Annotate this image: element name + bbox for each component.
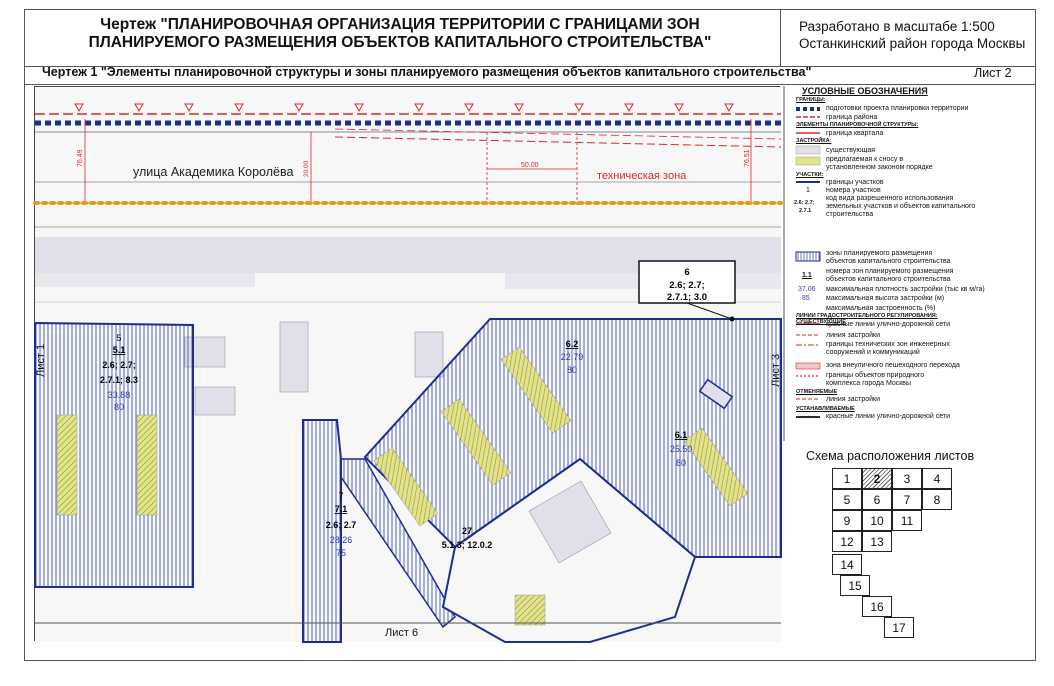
legend-red-lines-2: красные линии улично-дорожной сети [826, 413, 951, 420]
scheme-cell-7[interactable]: 7 [892, 489, 922, 510]
legend-zone-num-sample: 1.1 [802, 272, 812, 279]
legend-demolish-2: установленном законом порядке [826, 164, 933, 171]
zone-6-codes-2: 2.7.1; 3.0 [666, 292, 708, 303]
plan-map[interactable] [34, 86, 780, 641]
zone-27-codes: 5.1.3; 12.0.2 [441, 540, 493, 550]
legend-plot-num-sample: 1 [806, 187, 810, 194]
scheme-cell-4[interactable]: 4 [922, 468, 952, 489]
zone-6-codes-1: 2.6; 2.7; [669, 280, 705, 291]
scheme-cell-13[interactable]: 13 [862, 531, 892, 552]
district-text: Останкинский район города Москвы [799, 36, 1026, 51]
title-line-2: ПЛАНИРУЕМОГО РАЗМЕЩЕНИЯ ОБЪЕКТОВ КАПИТАЛЬНОГО СТРОИТЕЛЬСТВА" [88, 34, 712, 51]
legend-head-borders: ГРАНИЦЫ: [796, 97, 826, 103]
legend-code-2: земельных участков и объектов капитального [826, 203, 976, 210]
legend-district: граница района [826, 114, 878, 121]
legend-tech-2: сооружений и коммуникаций [826, 349, 920, 356]
legend-head-cancelled: ОТМЕНЯЕМЫЕ [796, 389, 838, 395]
legend-height-sample: 85 [802, 295, 810, 302]
scheme-cell-16[interactable]: 16 [862, 596, 892, 617]
scheme-cell-5[interactable]: 5 [832, 489, 862, 510]
legend-height: максимальная высота застройки (м) [826, 295, 945, 302]
zone-6-2-height: 80 [566, 365, 578, 375]
legend-density: максимальная плотность застройки (тыс кв м/га) [826, 286, 985, 293]
legend-quarter: граница квартала [826, 130, 884, 137]
legend-pedestrian: зона внеуличного пешеходного перехода [826, 362, 960, 369]
sheet-number: Лист 2 [974, 66, 1012, 80]
legend-code-sample-1: 2.6; 2.7; [794, 200, 815, 206]
zone-6-1-height: 80 [675, 458, 687, 468]
zone-6-number: 6 [684, 267, 690, 278]
legend-head-lines: ЛИНИИ ГРАДОСТРОИТЕЛЬНОГО РЕГУЛИРОВАНИЯ: [796, 313, 938, 319]
legend-title: УСЛОВНЫЕ ОБОЗНАЧЕНИЯ [802, 86, 928, 96]
scheme-cell-6[interactable]: 6 [862, 489, 892, 510]
legend-existing: существующая [826, 147, 876, 154]
legend-build-line: линия застройки [826, 332, 880, 339]
dim-mid: 20.00 [303, 160, 310, 177]
legend-code-sample-2: 2.7.1 [799, 208, 812, 214]
building [280, 322, 308, 392]
zone-6-1-sub: 6.1 [674, 430, 688, 440]
zone-7-number: 7 [338, 491, 344, 501]
legend-nature-2: комплекса города Москвы [826, 380, 912, 387]
legend-tech-1: границы технических зон инженерных [826, 341, 950, 348]
zone-5-density: 33.88 [107, 390, 131, 400]
tech-zone-label: техническая зона [597, 170, 687, 182]
building [415, 332, 443, 377]
street-label: улица Академика Королёва [133, 165, 294, 179]
scheme-cell-9[interactable]: 9 [832, 510, 862, 531]
legend-zone-num-2: объектов капитального строительства [826, 276, 951, 283]
legend-head-plots: УЧАСТКИ: [796, 172, 824, 178]
legend-head-building: ЗАСТРОЙКА: [796, 138, 832, 144]
scheme-cell-2[interactable]: 2 [862, 468, 892, 489]
zone-27-number: 27 [461, 526, 473, 536]
legend-zones-2: объектов капитального строительства [826, 258, 951, 265]
zone-7-sub: 7.1 [334, 504, 348, 514]
scheme-cell-11[interactable]: 11 [892, 510, 922, 531]
legend-code-1: код вида разрешенного использования [826, 195, 954, 202]
dim-right: 76.51 [744, 149, 751, 167]
drawing-subtitle: Чертеж 1 "Элементы планировочной структуры и зоны планируемого размещения объектов капитального строительства" [42, 65, 812, 79]
scheme-cell-10[interactable]: 10 [862, 510, 892, 531]
zone-5-sub: 5.1 [112, 345, 126, 355]
zone-5-codes-2: 2.7.1; 8.3 [99, 375, 139, 385]
scheme-cell-3[interactable]: 3 [892, 468, 922, 489]
legend-density-sample: 37.06 [798, 286, 816, 293]
legend-head-elements: ЭЛЕМЕНТЫ ПЛАНИРОВОЧНОЙ СТРУКТУРЫ: [796, 122, 919, 128]
dim-50: 50.00 [521, 162, 539, 169]
scheme-cell-14[interactable]: 14 [832, 554, 862, 575]
scheme-title: Схема расположения листов [806, 449, 975, 463]
scheme-cell-17[interactable]: 17 [884, 617, 914, 638]
scheme-cell-12[interactable]: 12 [832, 531, 862, 552]
scheme-cell-8[interactable]: 8 [922, 489, 952, 510]
legend-code-3: строительства [826, 211, 874, 218]
legend-plot-border: границы участков [826, 179, 884, 186]
zone-7-codes: 2.6; 2.7 [325, 520, 357, 530]
legend-plot-num: номера участков [826, 187, 881, 194]
map-canvas [35, 87, 781, 642]
edge-left: Лист 1 [35, 343, 47, 377]
zone-7-density: 28.26 [329, 535, 353, 545]
zone-7[interactable] [303, 420, 344, 642]
legend-nature-1: границы объектов природного [826, 372, 925, 379]
scheme-cell-1[interactable]: 1 [832, 468, 862, 489]
legend-demolish-1: предлагаемая к сносу в [826, 156, 904, 163]
legend-percent: максимальная застроенность (%) [826, 305, 936, 312]
zone-6-1-density: 25.50 [669, 444, 693, 454]
subtitle-divider [24, 84, 1036, 85]
legend-zone-num-1: номера зон планируемого размещения [826, 268, 954, 275]
edge-right: Лист 3 [770, 353, 782, 387]
legend-panel [782, 86, 1032, 441]
zone-5-height: 80 [113, 402, 125, 412]
dim-left: 76.49 [77, 149, 84, 167]
scale-text: Разработано в масштабе 1:500 [799, 19, 995, 34]
zone-6-2-sub: 6.2 [565, 339, 579, 349]
zone-5-codes-1: 2.6; 2.7; [102, 360, 136, 370]
zone-7-height: 75 [335, 548, 347, 558]
legend-red-lines: красные линии улично-дорожной сети [826, 321, 951, 328]
zone-6-2-density: 22.79 [560, 352, 584, 362]
legend-zones-1: зоны планируемого размещения [826, 250, 933, 257]
zone-5-number: 5 [116, 333, 122, 343]
legend-project-boundary: подготовки проекта планировки территории [826, 105, 969, 112]
legend-build-line-2: линия застройки [826, 396, 880, 403]
legend-head-established: УСТАНАВЛИВАЕМЫЕ [796, 406, 855, 412]
scheme-cell-15[interactable]: 15 [840, 575, 870, 596]
edge-bottom: Лист 6 [385, 627, 419, 639]
legend-head-existing: СУЩЕСТВУЮЩИЕ [796, 319, 846, 325]
title-line-1: Чертеж "ПЛАНИРОВОЧНАЯ ОРГАНИЗАЦИЯ ТЕРРИТОРИИ С ГРАНИЦАМИ ЗОН [100, 16, 700, 33]
